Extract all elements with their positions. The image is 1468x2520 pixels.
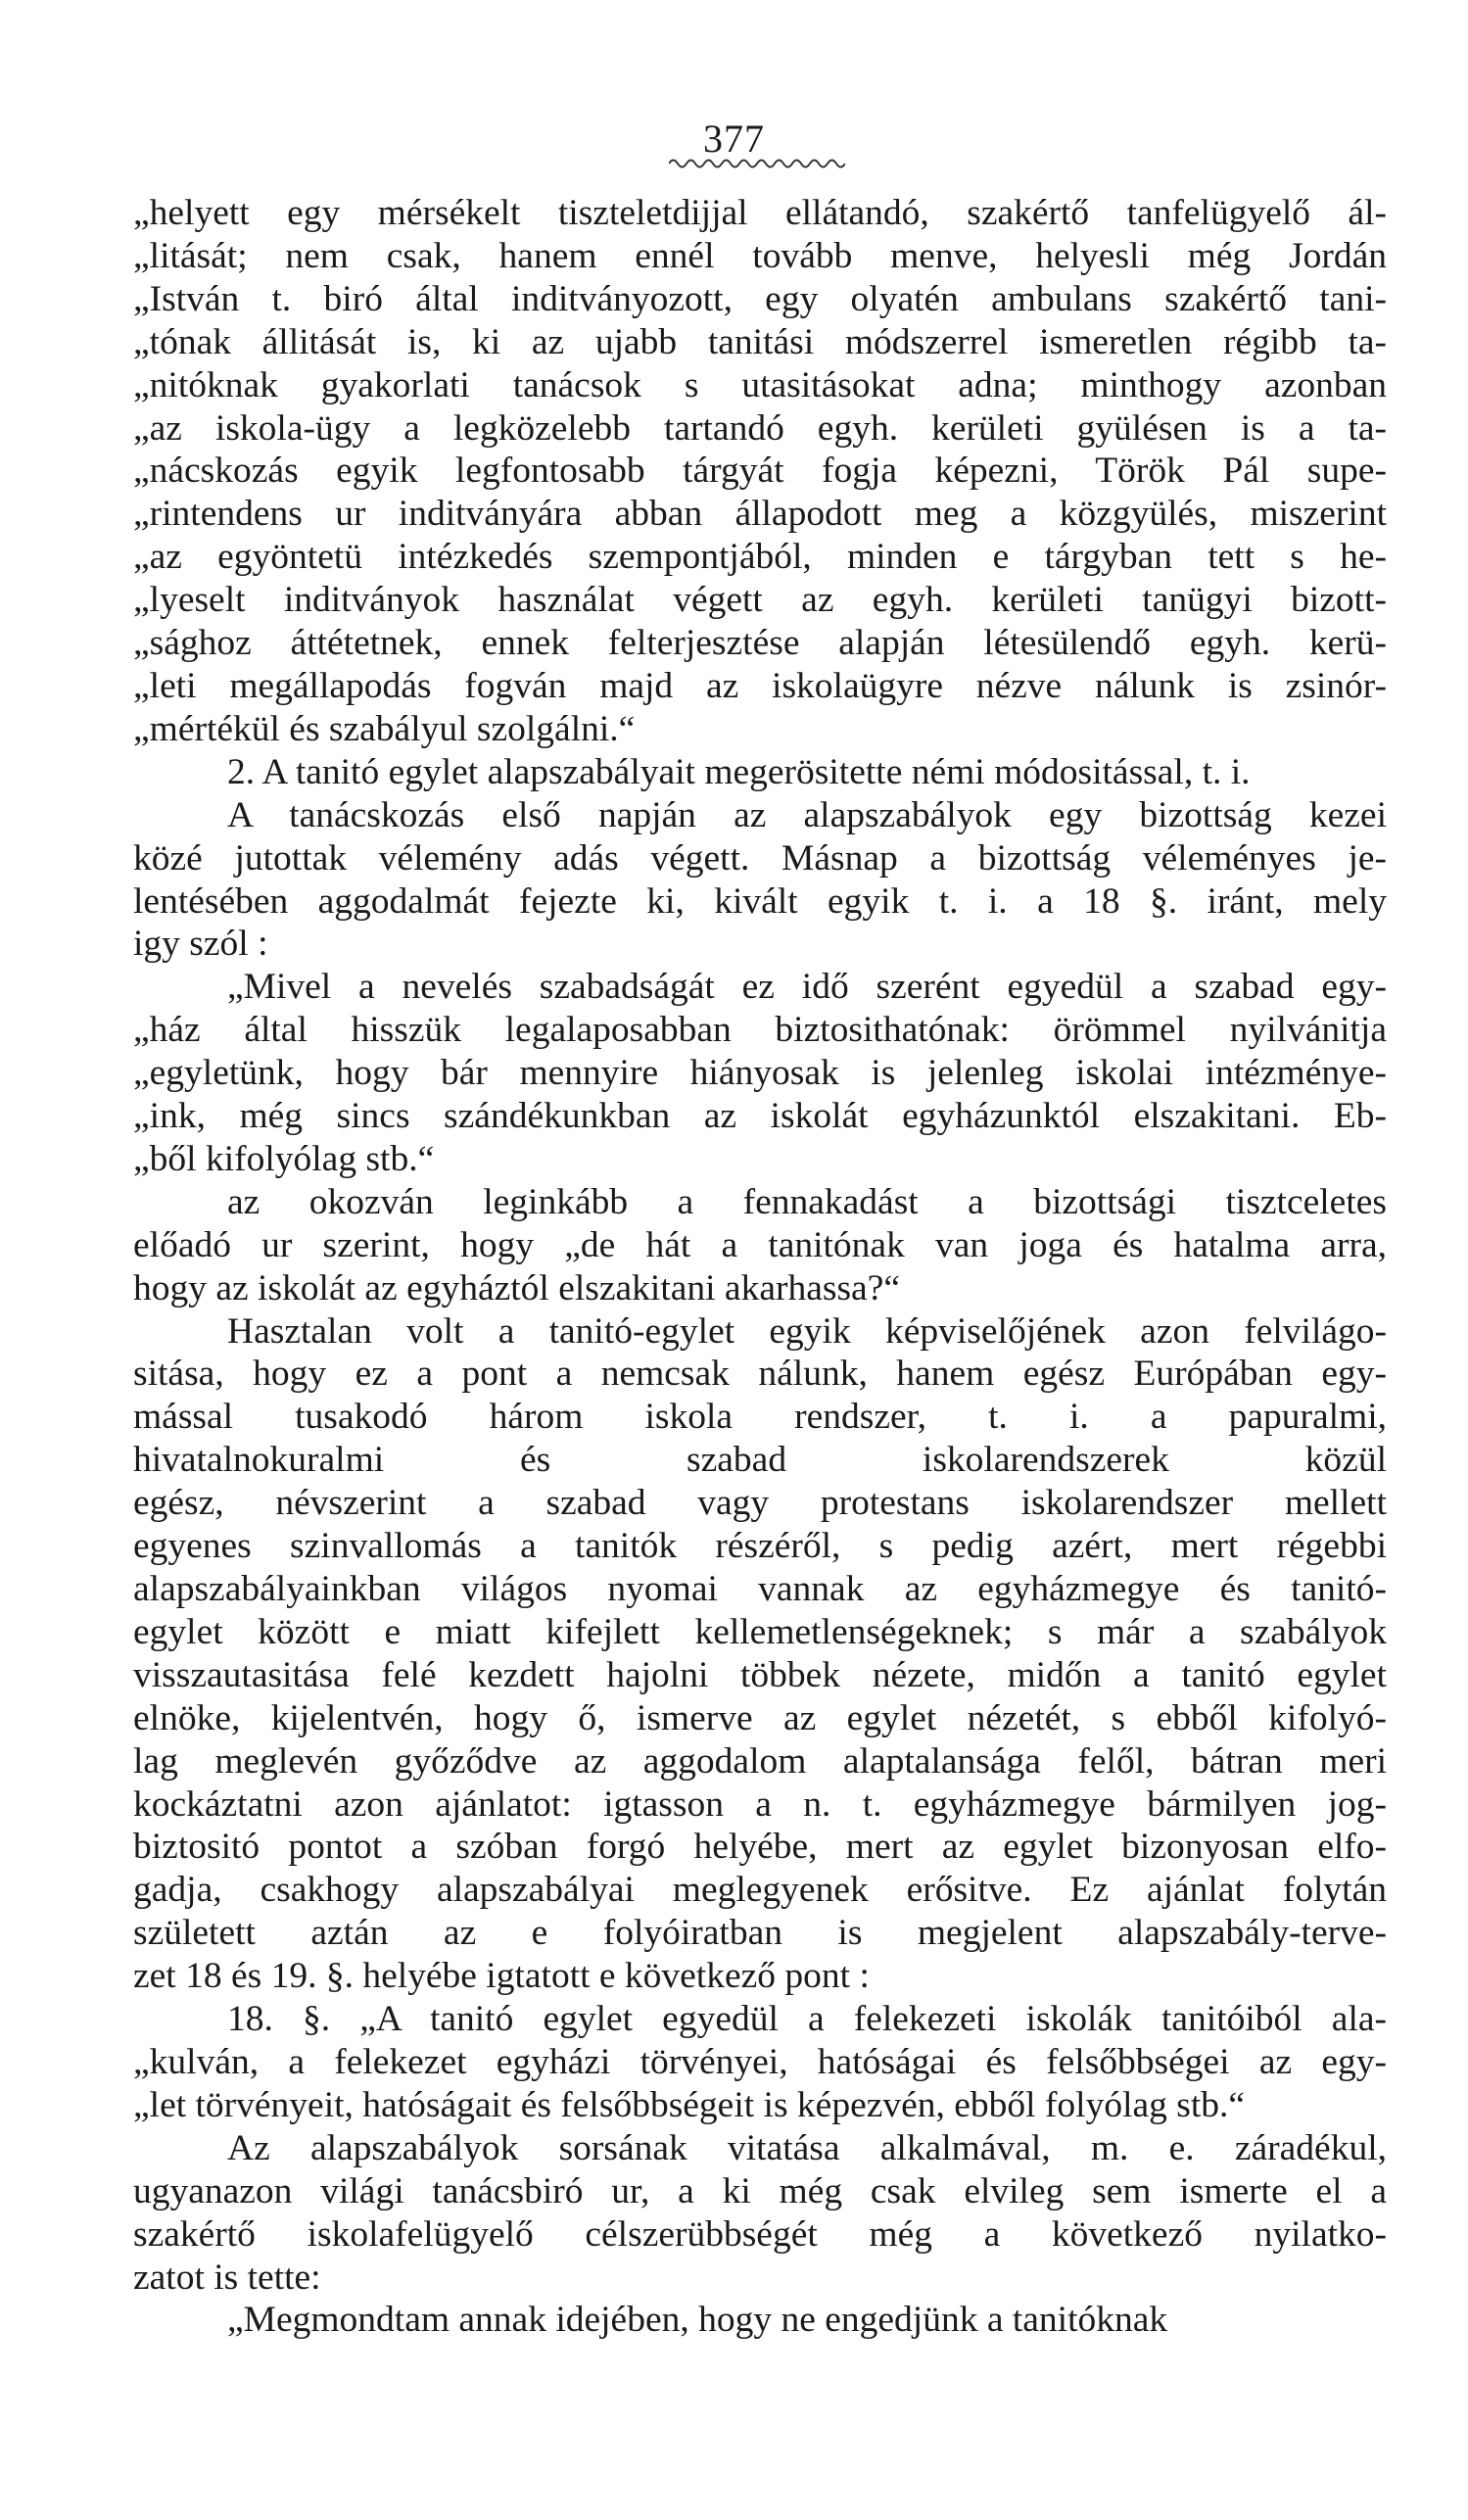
text-line: hivatalnokuralmi és szabad iskolarendszerek közül xyxy=(133,1440,1387,1481)
text-line: „ház által hisszük legalaposabban biztosithatónak: örömmel nyilvánitja xyxy=(133,1010,1387,1051)
text-line: „kulván, a felekezet egyházi törvényei, hatóságai és felsőbbségei az egy- xyxy=(133,2041,1387,2082)
paragraph xyxy=(133,794,1387,967)
text-line: lentésében aggodalmát fejezte ki, kivált egyik t. i. a 18 §. iránt, mely xyxy=(133,880,1387,922)
paragraph xyxy=(133,1998,1387,2127)
text-line: „litását; nem csak, hanem ennél tovább menve, helyesli még Jordán xyxy=(133,235,1387,276)
text-line: „nácskozás egyik legfontosabb tárgyát fogja képezni, Török Pál supe- xyxy=(133,451,1387,492)
text-line: sitása, hogy ez a pont a nemcsak nálunk, hanem egész Európában egy- xyxy=(133,1354,1387,1395)
text-line: szakértő iskolafelügyelő célszerübbségét még a következő nyilatko- xyxy=(133,2213,1387,2255)
text-line: „az egyöntetü intézkedés szempontjából, minden e tárgyban tett s he- xyxy=(133,537,1387,578)
text-line: hogy az iskolát az egyháztól elszakitani akarhassa?“ xyxy=(133,1267,900,1308)
text-line: „ből kifolyólag stb.“ xyxy=(133,1138,435,1179)
text-line: „ink, még sincs szándékunkban az iskolát egyházunktól elszakitani. Eb- xyxy=(133,1096,1387,1137)
paragraph xyxy=(133,2299,1387,2342)
page-number: 377 xyxy=(703,117,765,161)
paragraph xyxy=(133,192,1387,751)
text-line: 2. A tanitó egylet alapszabályait megerösitette némi módositással, t. i. xyxy=(227,751,1251,792)
text-body xyxy=(133,192,1387,2342)
text-line: alapszabályainkban világos nyomai vannak az egyházmegye és tanitó- xyxy=(133,1569,1387,1609)
text-line: született aztán az e folyóiratban is megjelent alapszabály-terve- xyxy=(133,1913,1387,1954)
text-line: „helyett egy mérsékelt tiszteletdijjal ellátandó, szakértő tanfelügyelő ál- xyxy=(133,193,1387,233)
text-line: „Megmondtam annak idejében, hogy ne engedjünk a tanitóknak xyxy=(227,2300,1168,2341)
text-line: közé jutottak vélemény adás végett. Másnap a bizottság véleményes je- xyxy=(133,837,1387,879)
text-line: kockáztatni azon ajánlatot: igtasson a n. t. egyházmegye bármilyen jog- xyxy=(133,1783,1387,1825)
text-line: A tanácskozás első napján az alapszabályok egy bizottság kezei xyxy=(227,794,1387,835)
text-line: egylet között e miatt kifejlett kellemetlenségeknek; s már a szabályok xyxy=(133,1611,1387,1652)
text-line: ugyanazon világi tanácsbiró ur, a ki még csak elvileg sem ismerte el a xyxy=(133,2170,1387,2211)
text-line: 18. §. „A tanitó egylet egyedül a felekezeti iskolák tanitóiból ala- xyxy=(227,1999,1387,2040)
text-line: lag meglevén győződve az aggodalom alaptalansága felől, bátran meri xyxy=(133,1740,1387,1782)
text-line: gadja, csakhogy alapszabályai meglegyenek erősitve. Ez ajánlat folytán xyxy=(133,1870,1387,1911)
text-line: „mértékül és szabályul szolgálni.“ xyxy=(133,708,636,749)
text-line: zet 18 és 19. §. helyébe igtatott e következő pont : xyxy=(133,1956,870,1997)
text-line: „leti megállapodás fogván majd az iskolaügyre nézve nálunk is zsinór- xyxy=(133,665,1387,706)
text-line: „sághoz áttétetnek, ennek felterjesztése alapján létesülendő egyh. kerü- xyxy=(133,623,1387,664)
text-line: egész, névszerint a szabad vagy protestans iskolarendszer mellett xyxy=(133,1483,1387,1524)
paragraph xyxy=(133,2127,1387,2300)
text-line: „tónak állitását is, ki az ujabb tanitási módszerrel ismeretlen régibb ta- xyxy=(133,321,1387,362)
text-line: „lyeselt inditványok használat végett az egyh. kerületi tanügyi bizott- xyxy=(133,580,1387,621)
text-line: egyenes szinvallomás a tanitók részéről, s pedig azért, mert régebbi xyxy=(133,1526,1387,1567)
text-line: „egyletünk, hogy bár mennyire hiányosak is jelenleg iskolai intézménye- xyxy=(133,1053,1387,1094)
text-line: Az alapszabályok sorsának vitatása alkalmával, m. e. záradékul, xyxy=(227,2127,1387,2168)
paragraph xyxy=(133,1181,1387,1310)
text-line: előadó ur szerint, hogy „de hát a tanitónak van joga és hatalma arra, xyxy=(133,1224,1387,1265)
text-line: „rintendens ur inditványára abban állapodott meg a közgyülés, miszerint xyxy=(133,494,1387,535)
paragraph xyxy=(133,1310,1387,1999)
paragraph xyxy=(133,751,1387,794)
text-line: mással tusakodó három iskola rendszer, t. i. a papuralmi, xyxy=(133,1397,1387,1438)
text-line: „nitóknak gyakorlati tanácsok s utasitásokat adna; minthogy azonban xyxy=(133,364,1387,405)
text-line: „Mivel a nevelés szabadságát ez idő szerént egyedül a szabad egy- xyxy=(227,967,1387,1008)
text-line: „István t. biró által inditványozott, egy olyatén ambulans szakértő tani- xyxy=(133,278,1387,319)
text-line: igy szól : xyxy=(133,924,268,965)
text-line: elnöke, kijelentvén, hogy ő, ismerve az egylet nézetét, s ebből kifolyó- xyxy=(133,1697,1387,1738)
text-line: „let törvényeit, hatóságait és felsőbbségeit is képezvén, ebből folyólag stb.“ xyxy=(133,2084,1246,2125)
paragraph xyxy=(133,966,1387,1181)
text-line: az okozván leginkább a fennakadást a bizottsági tisztceletes xyxy=(227,1181,1387,1222)
text-line: biztositó pontot a szóban forgó helyébe, mert az egylet bizonyosan elfo- xyxy=(133,1827,1387,1868)
text-line: „az iskola-ügy a legközelebb tartandó egyh. kerületi gyülésen is a ta- xyxy=(133,407,1387,449)
text-line: visszautasitása felé kezdett hajolni többek nézete, midőn a tanitó egylet xyxy=(133,1654,1387,1695)
ornament-divider xyxy=(669,157,845,170)
text-line: Hasztalan volt a tanitó-egylet egyik képviselőjének azon felvilágo- xyxy=(227,1310,1387,1352)
text-line: zatot is tette: xyxy=(133,2257,321,2298)
